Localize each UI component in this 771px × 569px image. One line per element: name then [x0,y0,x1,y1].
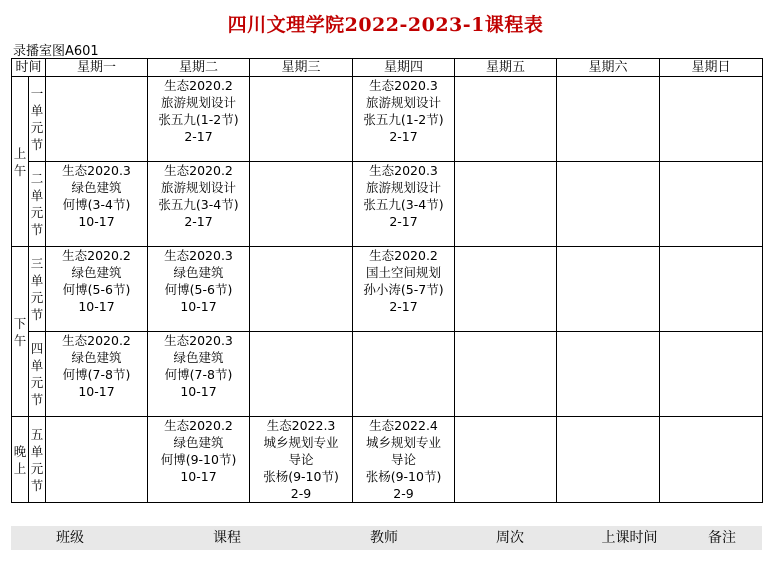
course-cell [148,162,250,247]
course-cell [660,162,763,247]
course-line: 10-17 [78,299,115,314]
slot-row [12,247,763,332]
course-cell [455,162,557,247]
course-cell [660,247,763,332]
course-line: 生态2020.2 [369,248,438,263]
course-line: 国土空间规划 [366,265,442,280]
header-row [12,59,763,77]
course-line: 张杨(9-10节) [263,469,339,484]
course-line: 10-17 [180,469,217,484]
course-cell [353,332,455,417]
footer-teacher: 教师 [370,530,398,546]
course-cell [557,162,660,247]
course-line: 2-17 [184,214,213,229]
time-header: 时间 [12,59,46,77]
course-line: 导论 [391,452,417,467]
course-cell [557,247,660,332]
day-header: 星期五 [455,59,557,77]
course-line: 张五九(1-2节) [158,112,239,127]
course-line: 生态2020.3 [164,333,233,348]
slot-row [12,417,763,503]
course-line: 2-17 [389,299,418,314]
course-cell [250,77,353,162]
unit-label: 一单元节 [29,77,46,162]
footer-notes: 备注 [708,530,736,546]
course-cell [557,417,660,503]
course-line: 10-17 [180,384,217,399]
course-line: 张五九(1-2节) [363,112,444,127]
footer-bar [11,526,762,550]
course-line: 生态2022.4 [369,418,438,433]
course-cell [46,162,148,247]
course-line: 10-17 [180,299,217,314]
course-cell [353,247,455,332]
unit-label: 五单元节 [29,417,46,503]
course-line: 绿色建筑 [71,265,122,280]
course-line: 2-17 [389,214,418,229]
course-cell [148,247,250,332]
day-header: 星期六 [557,59,660,77]
course-line: 2-17 [184,129,213,144]
course-line: 旅游规划设计 [161,95,237,110]
course-line: 张杨(9-10节) [365,469,442,484]
footer-class: 班级 [56,530,84,546]
course-cell [148,417,250,503]
course-line: 绿色建筑 [173,350,224,365]
course-cell [250,332,353,417]
course-cell [148,332,250,417]
course-line: 旅游规划设计 [366,95,442,110]
course-cell [557,332,660,417]
course-line: 生态2020.3 [369,163,438,178]
course-line: 10-17 [78,214,115,229]
course-cell [660,77,763,162]
slot-row [12,162,763,247]
course-cell [353,162,455,247]
course-line: 绿色建筑 [71,350,122,365]
period-evening: 晚上 [12,417,29,503]
timetable [11,58,763,503]
day-header: 星期一 [46,59,148,77]
unit-label: 二单元节 [29,162,46,247]
course-line: 张五九(3-4节) [363,197,444,212]
course-cell [250,417,353,503]
course-line: 绿色建筑 [173,435,224,450]
course-line: 绿色建筑 [173,265,224,280]
course-cell [46,417,148,503]
slot-row [12,332,763,417]
course-line: 生态2020.3 [62,163,131,178]
unit-label: 三单元节 [29,247,46,332]
day-header: 星期四 [353,59,455,77]
course-cell [46,77,148,162]
unit-label: 四单元节 [29,332,46,417]
course-cell [250,162,353,247]
period-afternoon: 下午 [12,247,29,417]
room-label: 录播室图A601 [13,44,99,59]
course-cell [455,417,557,503]
course-cell [46,332,148,417]
course-cell [46,247,148,332]
course-line: 何博(5-6节) [62,282,131,297]
footer-weeks: 周次 [496,530,524,546]
course-line: 2-17 [389,129,418,144]
course-cell [148,77,250,162]
course-line: 生态2022.3 [266,418,336,433]
day-header: 星期三 [250,59,353,77]
footer-course: 课程 [213,530,241,546]
course-cell [250,247,353,332]
course-line: 生态2020.2 [164,418,233,433]
course-cell [660,417,763,503]
course-line: 城乡规划专业 [366,435,442,450]
footer-time: 上课时间 [601,530,658,546]
course-line: 城乡规划专业 [263,435,339,450]
period-morning: 上午 [12,77,29,247]
course-cell [660,332,763,417]
course-line: 旅游规划设计 [366,180,442,195]
course-line: 生态2020.3 [369,78,438,93]
course-line: 何博(9-10节) [160,452,237,467]
course-line: 何博(7-8节) [62,367,131,382]
course-line: 生态2020.2 [164,163,233,178]
course-line: 何博(7-8节) [164,367,233,382]
course-line: 孙小涛(5-7节) [363,282,444,297]
course-line: 2-9 [290,486,312,501]
course-cell [455,332,557,417]
course-line: 导论 [288,452,314,467]
course-line: 张五九(3-4节) [158,197,239,212]
page-title: 四川文理学院2022-2023-1课程表 [227,14,544,36]
course-line: 10-17 [78,384,115,399]
course-line: 旅游规划设计 [161,180,237,195]
course-line: 生态2020.2 [62,248,131,263]
course-cell [353,77,455,162]
slot-row [12,77,763,162]
course-cell [353,417,455,503]
course-line: 生态2020.2 [164,78,233,93]
course-line: 2-9 [393,486,414,501]
course-line: 绿色建筑 [71,180,122,195]
course-line: 何博(3-4节) [62,197,131,212]
day-header: 星期二 [148,59,250,77]
day-header: 星期日 [660,59,763,77]
course-cell [455,77,557,162]
course-cell [557,77,660,162]
course-line: 生态2020.3 [164,248,233,263]
course-line: 何博(5-6节) [164,282,233,297]
course-line: 生态2020.2 [62,333,131,348]
course-cell [455,247,557,332]
